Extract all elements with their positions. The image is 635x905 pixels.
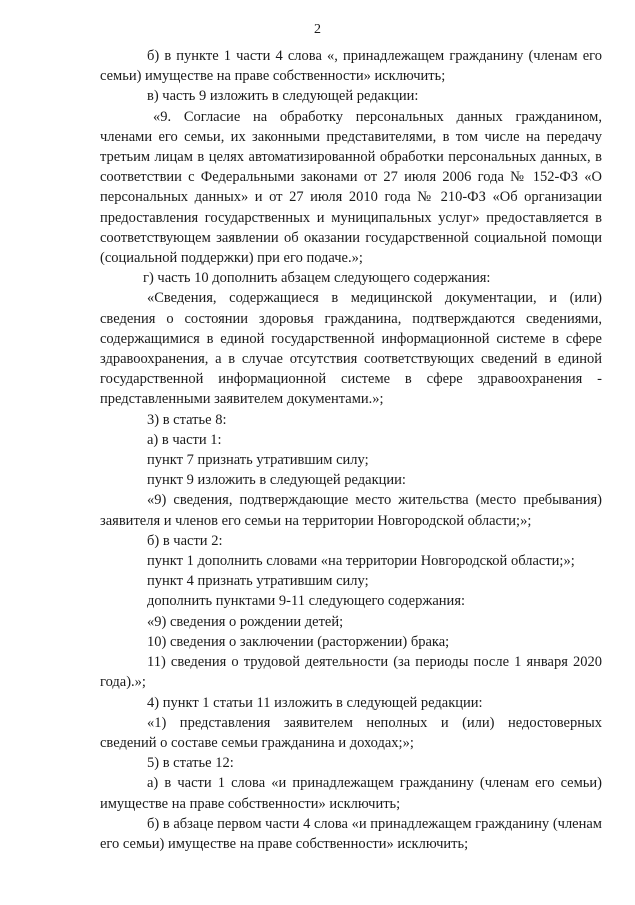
document-body [100, 46, 602, 854]
paragraph: 3) в статье 8: [147, 411, 227, 428]
paragraph: пункт 1 дополнить словами «на территории Новгородской области;»; [147, 553, 575, 570]
paragraph: «9) сведения о рождении детей; [147, 613, 344, 630]
paragraph: «9. Согласие на обработку персональных данных гражданином, членами его семьи, их законными представителями, в том числе на передачу третьим лицам в целях автоматизированной обработки персональных данных, в соответствии с Федеральными законами от 27 июля 2006 года № 152-ФЗ «О персональных данных» и от 27 июля 2010 года № 210-ФЗ «Об организации предоставления государственных и муниципальных услуг» предоставляется в соответствующем заявлении об оказании государственной социальной помощи (социальной поддержки) при его подаче.»; [100, 108, 602, 267]
paragraph: «9) сведения, подтверждающие место жительства (место пребывания) заявителя и членов его семьи на территории Новгородской области;»; [100, 492, 602, 529]
paragraph: б) в части 2: [147, 532, 223, 549]
paragraph: а) в части 1: [147, 431, 222, 448]
paragraph: «Сведения, содержащиеся в медицинской документации, и (или) сведения о состоянии здоровья гражданина, подтверждаются сведениями, содержащимися в единой государственной информационной системе в сфере здравоохранения, а в случае отсутствия соответствующих сведений в единой государственной информационной системе в сфере здравоохранения - представленными заявителем документами.»; [100, 290, 602, 408]
paragraph: 11) сведения о трудовой деятельности (за периоды после 1 января 2020 года).»; [100, 654, 602, 691]
paragraph: 10) сведения о заключении (расторжении) брака; [147, 633, 450, 650]
paragraph: б) в абзаце первом части 4 слова «и принадлежащем гражданину (членам его семьи) имуществе на праве собственности» исключить; [100, 815, 602, 852]
paragraph: 5) в статье 12: [147, 755, 234, 772]
paragraph: пункт 7 признать утратившим силу; [147, 452, 369, 469]
paragraph: 4) пункт 1 статьи 11 изложить в следующей редакции: [147, 694, 483, 711]
paragraph: а) в части 1 слова «и принадлежащем гражданину (членам его семьи) имуществе на праве собственности» исключить; [100, 775, 602, 812]
page-number: 2 [314, 22, 321, 37]
paragraph: в) часть 9 изложить в следующей редакции: [147, 88, 419, 105]
paragraph: б) в пункте 1 части 4 слова «, принадлежащем гражданину (членам его семьи) имуществе на праве собственности» исключить; [100, 48, 602, 85]
paragraph: пункт 4 признать утратившим силу; [147, 573, 369, 590]
paragraph: г) часть 10 дополнить абзацем следующего содержания: [143, 270, 491, 287]
paragraph: «1) представления заявителем неполных и (или) недостоверных сведений о составе семьи гражданина и доходах;»; [100, 714, 602, 751]
paragraph: пункт 9 изложить в следующей редакции: [147, 472, 406, 489]
paragraph: дополнить пунктами 9-11 следующего содержания: [147, 593, 466, 610]
